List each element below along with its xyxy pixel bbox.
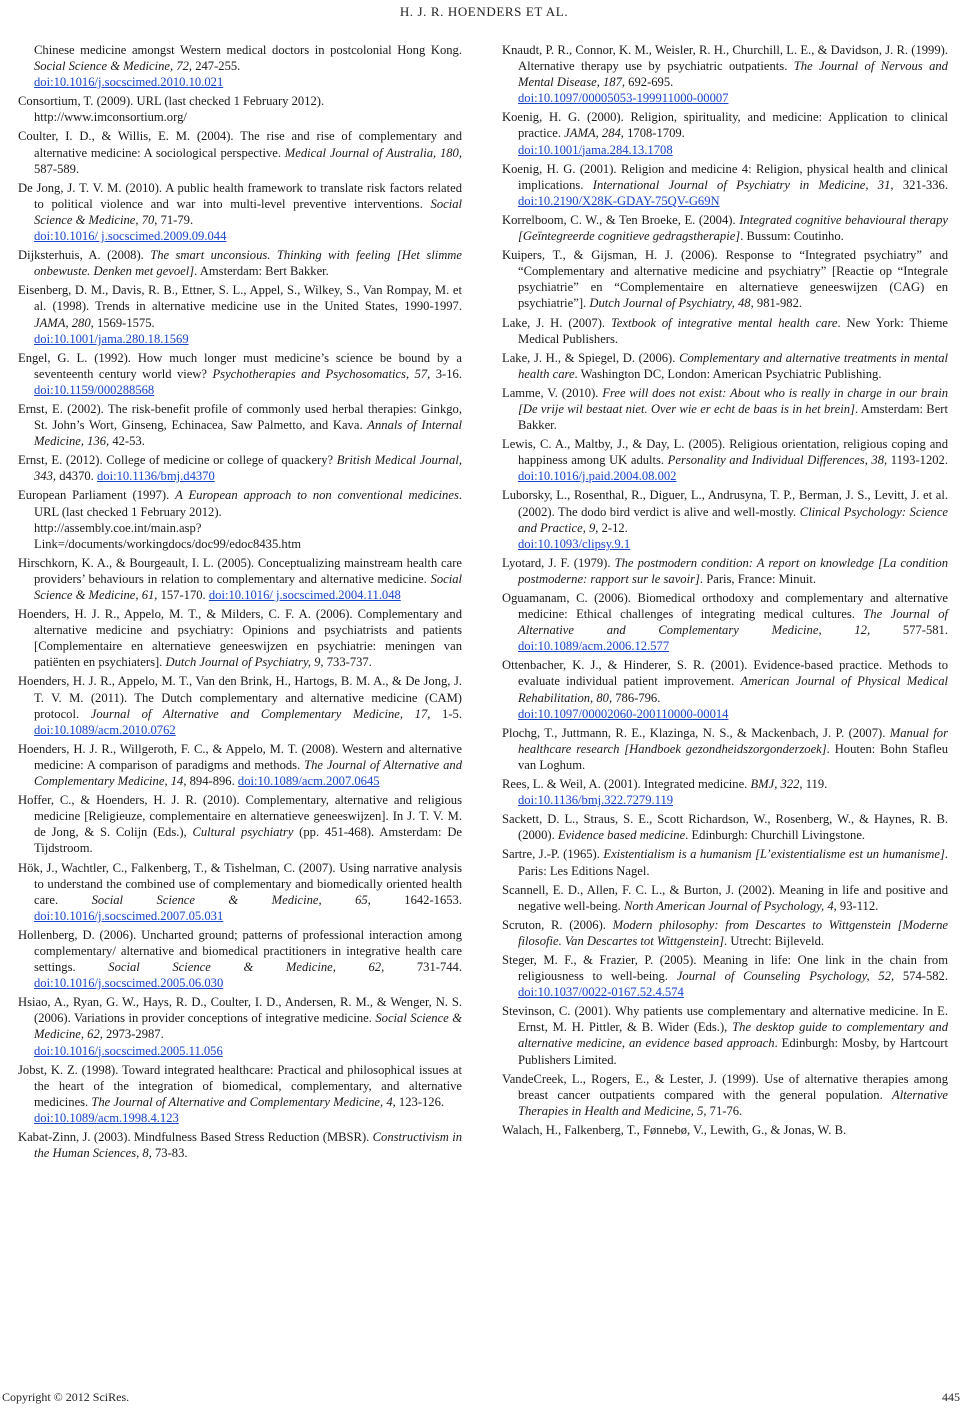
reference-title: A European approach to non conventional medicines [175, 488, 459, 503]
reference-title: The Journal of Nervous and Mental Disease, 187, [518, 59, 948, 90]
doi-link[interactable]: doi:10.1001/jama.284.13.1708 [518, 142, 673, 157]
reference-pages: d4370. [56, 469, 97, 484]
reference-column-right [502, 42, 948, 1141]
reference-text: Sackett, D. L., Straus, S. E., Scott Richardson, W., Rosenberg, W., & Haynes, R. B. (2000). [502, 812, 948, 843]
reference-pages: . Amsterdam: Bert Bakker. [518, 401, 948, 433]
reference-entry [18, 350, 462, 398]
reference-title: Complementary and alternative treatments in mental health care [518, 350, 949, 381]
reference-pages: 42-53. [109, 434, 145, 449]
reference-entry [502, 436, 948, 484]
reference-title: Alternative Therapies in Health and Medicine, 5, [518, 1087, 948, 1118]
reference-entry [502, 487, 948, 551]
reference-entry [18, 927, 462, 991]
reference-pages: 157-170. [157, 588, 209, 602]
reference-text: Ernst, E. (2002). The risk-benefit profile of commonly used herbal therapies: Ginkgo, St. John’s Wort, Ginseng, Echinacea, Saw Palmetto, and Kava. [18, 401, 462, 433]
reference-pages: 1642-1653. [370, 892, 462, 907]
reference-title: Social Science & Medicine, 61, [34, 571, 462, 602]
reference-title: Clinical Psychology: Science and Practice, 9, [518, 504, 949, 535]
reference-title: Social Science & Medicine, 70, [34, 196, 462, 227]
reference-entry [502, 385, 948, 433]
reference-title: The smart unconsious. Thinking with feeling [Het slimme onbewuste. Denken met gevoel] [34, 248, 462, 279]
reference-entry [502, 657, 948, 721]
doi-link[interactable]: doi:10.1159/000288568 [34, 382, 155, 397]
reference-url: http://www.imconsortium.org/ [34, 110, 187, 125]
reference-pages: . Utrecht: Bijleveld. [724, 933, 825, 948]
reference-pages: 733-737. [323, 655, 372, 670]
doi-link[interactable]: doi:10.1016/j.paid.2004.08.002 [518, 469, 677, 484]
reference-text: European Parliament (1997). [18, 488, 176, 503]
reference-text: Lake, J. H. (2007). [502, 315, 611, 330]
reference-text: Lyotard, J. F. (1979). [502, 555, 615, 570]
reference-pages: 1569-1575. [93, 315, 155, 330]
reference-text: Korrelboom, C. W., & Ten Broeke, E. (2004). [502, 212, 740, 227]
reference-text: VandeCreek, L., Rogers, E., & Lester, J. (1999). Use of alternative therapies among breast cancer outpatients compared with the general population. [502, 1071, 948, 1102]
reference-title: The Journal of Alternative and Complementary Medicine, 14, [34, 757, 462, 789]
reference-pages: 2-12. [598, 520, 628, 535]
reference-text: Hoenders, H. J. R., Appelo, M. T., & Milders, C. F. A. (2006). Complementary and alternative medicine and psychiatry: Opinions and psychiatrists and patients [Complementaire en alternatieve geneeswijzen en psychiatrie: meningen van patiënten en psychiaters]. [18, 607, 462, 670]
doi-link[interactable]: doi:10.1016/ j.socscimed.2009.09.044 [34, 229, 227, 244]
reference-text: Lake, J. H., & Spiegel, D. (2006). [502, 350, 680, 365]
reference-entry [18, 282, 462, 346]
reference-text: Luborsky, L., Rosenthal, R., Diguer, L., Andrusyna, T. P., Berman, J. S., Levitt, J. et al. (2002). The dodo bird verdict is alive and well-mostly. [502, 488, 948, 519]
reference-entry [18, 247, 462, 279]
reference-title: The Journal of Alternative and Complementary Medicine, 4, [91, 1094, 396, 1109]
reference-title: Social Science & Medicine, 65, [91, 892, 371, 907]
reference-title: Psychotherapies and Psychosomatics, 57, [212, 366, 431, 381]
doi-link[interactable]: doi:10.1093/clipsy.9.1 [518, 536, 631, 551]
reference-entry [18, 487, 462, 551]
reference-title: Integrated cognitive behavioural therapy [Geïntegreerde cognitieve gedragstherapie] [518, 212, 948, 244]
doi-link[interactable]: doi:10.1089/acm.1998.4.123 [34, 1110, 179, 1125]
reference-pages: 1-5. [430, 706, 462, 721]
reference-pages: 321-336. [893, 177, 948, 192]
doi-link[interactable]: doi:10.1097/00005053-199911000-00007 [518, 91, 729, 106]
reference-pages: 71-79. [157, 212, 194, 227]
reference-pages: 247-255. [192, 59, 241, 74]
reference-title: Journal of Counseling Psychology, 52, [676, 969, 895, 984]
reference-pages: 786-796. [612, 690, 661, 705]
reference-entry [18, 994, 462, 1058]
reference-entry [502, 109, 948, 157]
reference-text: Coulter, I. D., & Willis, E. M. (2004). The rise and rise of complementary and alternative medicine: A sociological perspective. [18, 129, 462, 160]
reference-entry [502, 590, 948, 654]
doi-link[interactable]: doi:10.1016/j.socscimed.2010.10.021 [34, 75, 224, 90]
reference-pages: 574-582. [894, 969, 948, 984]
reference-entry [502, 846, 948, 878]
reference-text: Engel, G. L. (1992). How much longer must medicine’s science be bound by a seventeenth century world view? [18, 350, 462, 381]
reference-title: Modern philosophy: from Descartes to Wittgenstein [Moderne filosofie. Van Descartes tot Wittgenstein] [518, 917, 948, 948]
reference-text: Stevinson, C. (2001). Why patients use complementary and alternative medicine. In E. Ernst, M. H. Pittler, & B. Wider (Eds.), [502, 1004, 948, 1035]
reference-text: Oguamanam, C. (2006). Biomedical orthodoxy and complementary and alternative medicine: Ethical challenges of integrating medical cultures. [502, 591, 948, 622]
reference-title: Medical Journal of Australia, 180, [284, 145, 463, 160]
reference-entry [18, 792, 462, 856]
doi-link[interactable]: doi:10.1016/j.socscimed.2007.05.031 [34, 908, 224, 923]
reference-text: Hök, J., Wachtler, C., Falkenberg, T., & Tishelman, C. (2007). Using narrative analysis to understand the combined use of complementary and biomedically oriented health care. [18, 860, 462, 907]
reference-title: BMJ, 322, [750, 777, 803, 792]
reference-text: Knaudt, P. R., Connor, K. M., Weisler, R. H., Churchill, L. E., & Davidson, J. R. (1999). Alternative therapy use by psychiatric outpatients. [502, 43, 948, 74]
reference-entry [18, 452, 462, 484]
reference-pages: 3-16. [430, 366, 462, 381]
reference-title: Constructivism in the Human Sciences, 8, [34, 1130, 462, 1161]
reference-entry [18, 128, 462, 176]
reference-text: Ernst, E. (2012). College of medicine or college of quackery? [18, 453, 337, 468]
reference-title: Dutch Journal of Psychiatry, 48, [589, 296, 754, 311]
reference-title: Journal of Alternative and Complementary Medicine, 17, [90, 706, 431, 721]
reference-title: The postmodern condition: A report on knowledge [La condition postmoderne: rapport sur le savoir] [518, 555, 948, 586]
reference-title: American Journal of Physical Medical Rehabilitation, 80, [518, 674, 948, 705]
reference-title: Social Science & Medicine, 62, [108, 960, 385, 975]
reference-entry [502, 1122, 948, 1138]
reference-pages: 981-982. [753, 296, 803, 311]
page-footer [0, 1390, 968, 1410]
reference-pages: . Houten: Bohn Stafleu van Loghum. [518, 741, 948, 772]
reference-entry [502, 776, 948, 808]
reference-text: Eisenberg, D. M., Davis, R. B., Ettner, S. L., Appel, S., Wilkey, S., Van Rompay, M. et al. (1998). Trends in alternative medicine use in the United States, 1990-1997. [18, 283, 462, 314]
reference-entry [18, 401, 462, 449]
page-number: 445 [942, 1390, 960, 1404]
reference-entry [502, 42, 948, 106]
reference-entry [502, 212, 948, 244]
reference-title: North American Journal of Psychology, 4, [623, 898, 837, 913]
reference-pages: . Washington DC, London: American Psychiatric Publishing. [574, 366, 882, 381]
reference-text: Lewis, C. A., Maltby, J., & Day, L. (2005). Religious orientation, religious coping and happiness among UK adults. [502, 437, 948, 468]
reference-text: Hsiao, A., Ryan, G. W., Hays, R. D., Coulter, I. D., Andersen, R. M., & Wenger, N. S. (2006). Variations in provider conceptions of integrative medicine. [18, 995, 462, 1026]
reference-title: The Journal of Alternative and Complementary Medicine, 12, [518, 607, 948, 638]
reference-pages: . Paris, France: Minuit. [699, 571, 817, 586]
reference-entry [18, 1062, 462, 1126]
reference-text: Hoenders, H. J. R., Appelo, M. T., Van den Brink, H., Hartogs, B. M. A., & De Jong, J. T. V. M. (2011). The Dutch complementary and alternative medicine (CAM) protocol. [18, 674, 462, 721]
reference-entry [18, 93, 462, 125]
reference-entry [502, 350, 948, 382]
reference-text: Ottenbacher, K. J., & Hinderer, S. R. (2001). Evidence-based practice. Methods to evaluate individual patient improvement. [502, 658, 948, 689]
reference-column-left [18, 42, 462, 1164]
reference-pages: 119. [802, 777, 828, 792]
reference-entry [502, 917, 948, 949]
doi-link[interactable]: doi:10.1037/0022-0167.52.4.574 [518, 985, 684, 1000]
reference-title: Free will does not exist: About who is really in charge in our brain [De vrije wil bestaat niet. Over wie er echt de baas is in het brein] [518, 385, 948, 416]
doi-link[interactable]: doi:10.1097/00002060-200110000-00014 [518, 706, 729, 721]
reference-pages: . Bussum: Coutinho. [740, 229, 844, 244]
reference-pages: 894-896. [186, 774, 238, 789]
reference-text: Hoenders, H. J. R., Willgeroth, F. C., & Appelo, M. T. (2008). Western and alternative medicine: A comparison of paradigms and methods. [18, 741, 462, 772]
reference-entry [18, 860, 462, 924]
reference-title: British Medical Journal, 343, [34, 453, 462, 484]
reference-entry [18, 606, 462, 670]
reference-entry [502, 315, 948, 347]
reference-title: Personality and Individual Differences, 38, [667, 453, 888, 468]
reference-title: Textbook of integrative mental health care [610, 315, 838, 330]
reference-entry [502, 811, 948, 843]
reference-text: Hollenberg, D. (2006). Uncharted ground; patterns of professional interaction among complementary/ alternative and biomedical practitioners in integrative health care settings. [18, 927, 462, 975]
reference-title: The desktop guide to complementary and alternative medicine, an evidence based approach [518, 1020, 949, 1051]
reference-text: Scannell, E. D., Allen, F. C. L., & Burton, J. (2002). Meaning in life and positive and negative well-being. [502, 882, 948, 913]
doi-link[interactable]: doi:10.2190/X28K-GDAY-75QV-G69N [518, 193, 720, 208]
reference-text: Walach, H., Falkenberg, T., Fønnebø, V., Lewith, G., & Jonas, W. B. [502, 1122, 847, 1137]
reference-pages: . Edinburgh: Churchill Livingstone. [685, 828, 866, 843]
reference-entry [502, 1071, 948, 1119]
reference-pages: 587-589. [34, 161, 80, 176]
reference-text: Dijksterhuis, A. (2008). [18, 248, 151, 263]
reference-title: Annals of Internal Medicine, 136, [34, 418, 462, 449]
reference-text: Kuipers, T., & Gijsman, H. J. (2006). Response to “Integrated psychiatry” and “Complementary and alternative medicine and psychiatry” [Reactie op “Integrale psychiatrie” en “Complementaire en alternatieve geneeswijzen (CAG) en psychiatrie”]. [502, 248, 948, 311]
reference-text: Chinese medicine amongst Western medical doctors in postcolonial Hong Kong. [34, 43, 462, 57]
reference-entry [18, 42, 462, 90]
reference-pages: 577-581. [870, 623, 949, 638]
reference-title: Manual for healthcare research [Handboek gezondheidszorgonderzoek] [518, 725, 948, 756]
reference-title: Social Science & Medicine, 72, [34, 59, 193, 74]
running-head: H. J. R. HOENDERS ET AL. [399, 4, 569, 19]
reference-pages: (pp. 451-468). Amsterdam: De Tijdstroom. [34, 825, 462, 856]
reference-entry [18, 1129, 462, 1161]
reference-entry [18, 741, 462, 789]
reference-pages: . New York: Thieme Medical Publishers. [518, 315, 949, 346]
reference-title: Cultural psychiatry [192, 825, 294, 840]
reference-pages: . Paris: Les Editions Nagel. [518, 847, 949, 878]
reference-text: Scruton, R. (2006). [502, 917, 613, 932]
reference-title: JAMA, 284, [564, 126, 624, 141]
reference-url: http://assembly.coe.int/main.asp?Link=/documents/workingdocs/doc99/edoc8435.htm [34, 520, 301, 551]
reference-pages: 692-695. [625, 75, 674, 90]
reference-pages: . Amsterdam: Bert Bakker. [194, 264, 329, 279]
doi-link[interactable]: doi:10.1136/bmj.d4370 [96, 469, 215, 484]
reference-pages: 731-744. [384, 960, 463, 975]
doi-link[interactable]: doi:10.1001/jama.280.18.1569 [34, 331, 189, 346]
reference-entry [502, 1003, 948, 1067]
reference-entry [502, 952, 948, 1000]
reference-entry [502, 161, 948, 209]
reference-pages: 2973-2987. [102, 1027, 164, 1042]
reference-text: Sartre, J.-P. (1965). [502, 847, 604, 862]
reference-text: Hirschkorn, K. A., & Bourgeault, I. L. (2005). Conceptualizing mainstream health care providers’ behaviours in relation to complementary and alternative medicine. [18, 555, 462, 586]
doi-link[interactable]: doi:10.1089/acm.2007.0645 [237, 774, 380, 789]
reference-text: Plochg, T., Juttmann, R. E., Klazinga, N. S., & Mackenbach, J. P. (2007). [502, 725, 890, 740]
reference-pages: 71-76. [706, 1103, 743, 1118]
doi-link[interactable]: doi:10.1016/j.socscimed.2005.11.056 [34, 1043, 223, 1058]
reference-pages: . URL (last checked 1 February 2012). [34, 488, 463, 519]
doi-link[interactable]: doi:10.1089/acm.2010.0762 [34, 722, 176, 737]
reference-pages: 93-112. [836, 898, 879, 913]
reference-entry [502, 882, 948, 914]
reference-title: Social Science & Medicine, 62, [34, 1011, 462, 1042]
reference-pages: 1708-1709. [623, 126, 685, 141]
reference-title: Existentialism is a humanism [L’existentialisme est un humanisme] [603, 847, 945, 862]
reference-text: Koenig, H. G. (2001). Religion and medicine 4: Religion, physical health and clinical implications. [502, 161, 948, 192]
doi-link[interactable]: doi:10.1016/ j.socscimed.2004.11.048 [208, 588, 401, 602]
reference-entry [18, 180, 462, 244]
reference-text: Kabat-Zinn, J. (2003). Mindfulness Based Stress Reduction (MBSR). [18, 1130, 373, 1144]
reference-pages: 1193-1202. [887, 453, 948, 468]
reference-title: International Journal of Psychiatry in Medicine, 31, [592, 177, 894, 192]
reference-entry [502, 555, 948, 587]
doi-link[interactable]: doi:10.1089/acm.2006.12.577 [518, 639, 670, 654]
reference-pages: 73-83. [151, 1146, 188, 1161]
reference-text: Steger, M. F., & Frazier, P. (2005). Meaning in life: One link in the chain from religiousness to well-being. [502, 952, 948, 984]
reference-text: Consortium, T. (2009). URL (last checked 1 February 2012). [18, 94, 325, 109]
reference-text: Hoffer, C., & Hoenders, H. J. R. (2010). Complementary, alternative and religious medicine [Religieuze, complementaire en alternatieve geneeswijzen]. In J. T. V. M. de Jong, & S. Colijn (Eds.), [18, 793, 462, 840]
reference-title: Evidence based medicine [557, 828, 686, 843]
reference-title: Dutch Journal of Psychiatry, 9, [165, 655, 324, 670]
reference-text: Jobst, K. Z. (1998). Toward integrated healthcare: Practical and philosophical issues at the heart of the integration of biomedical, complementary, and alternative medicines. [18, 1062, 462, 1109]
reference-text: De Jong, J. T. V. M. (2010). A public health framework to translate risk factors related to political violence and war into multi-level preventive interventions. [18, 180, 462, 211]
doi-link[interactable]: doi:10.1016/j.socscimed.2005.06.030 [34, 976, 224, 991]
reference-entry [18, 673, 462, 737]
reference-title: JAMA, 280, [34, 315, 94, 330]
copyright-notice: Copyright © 2012 SciRes. [2, 1390, 130, 1404]
reference-entry [18, 555, 462, 603]
reference-entry [502, 725, 948, 773]
reference-text: Rees, L. & Weil, A. (2001). Integrated medicine. [502, 777, 751, 792]
reference-text: Lamme, V. (2010). [502, 385, 603, 400]
doi-link[interactable]: doi:10.1136/bmj.322.7279.119 [518, 793, 674, 808]
reference-pages: 123-126. [395, 1094, 445, 1109]
reference-text: Koenig, H. G. (2000). Religion, spirituality, and medicine: Application to clinical practice. [502, 110, 948, 141]
reference-entry [502, 247, 948, 311]
reference-pages: . Edinburgh: Mosby, by Hartcourt Publishers Limited. [518, 1036, 948, 1067]
